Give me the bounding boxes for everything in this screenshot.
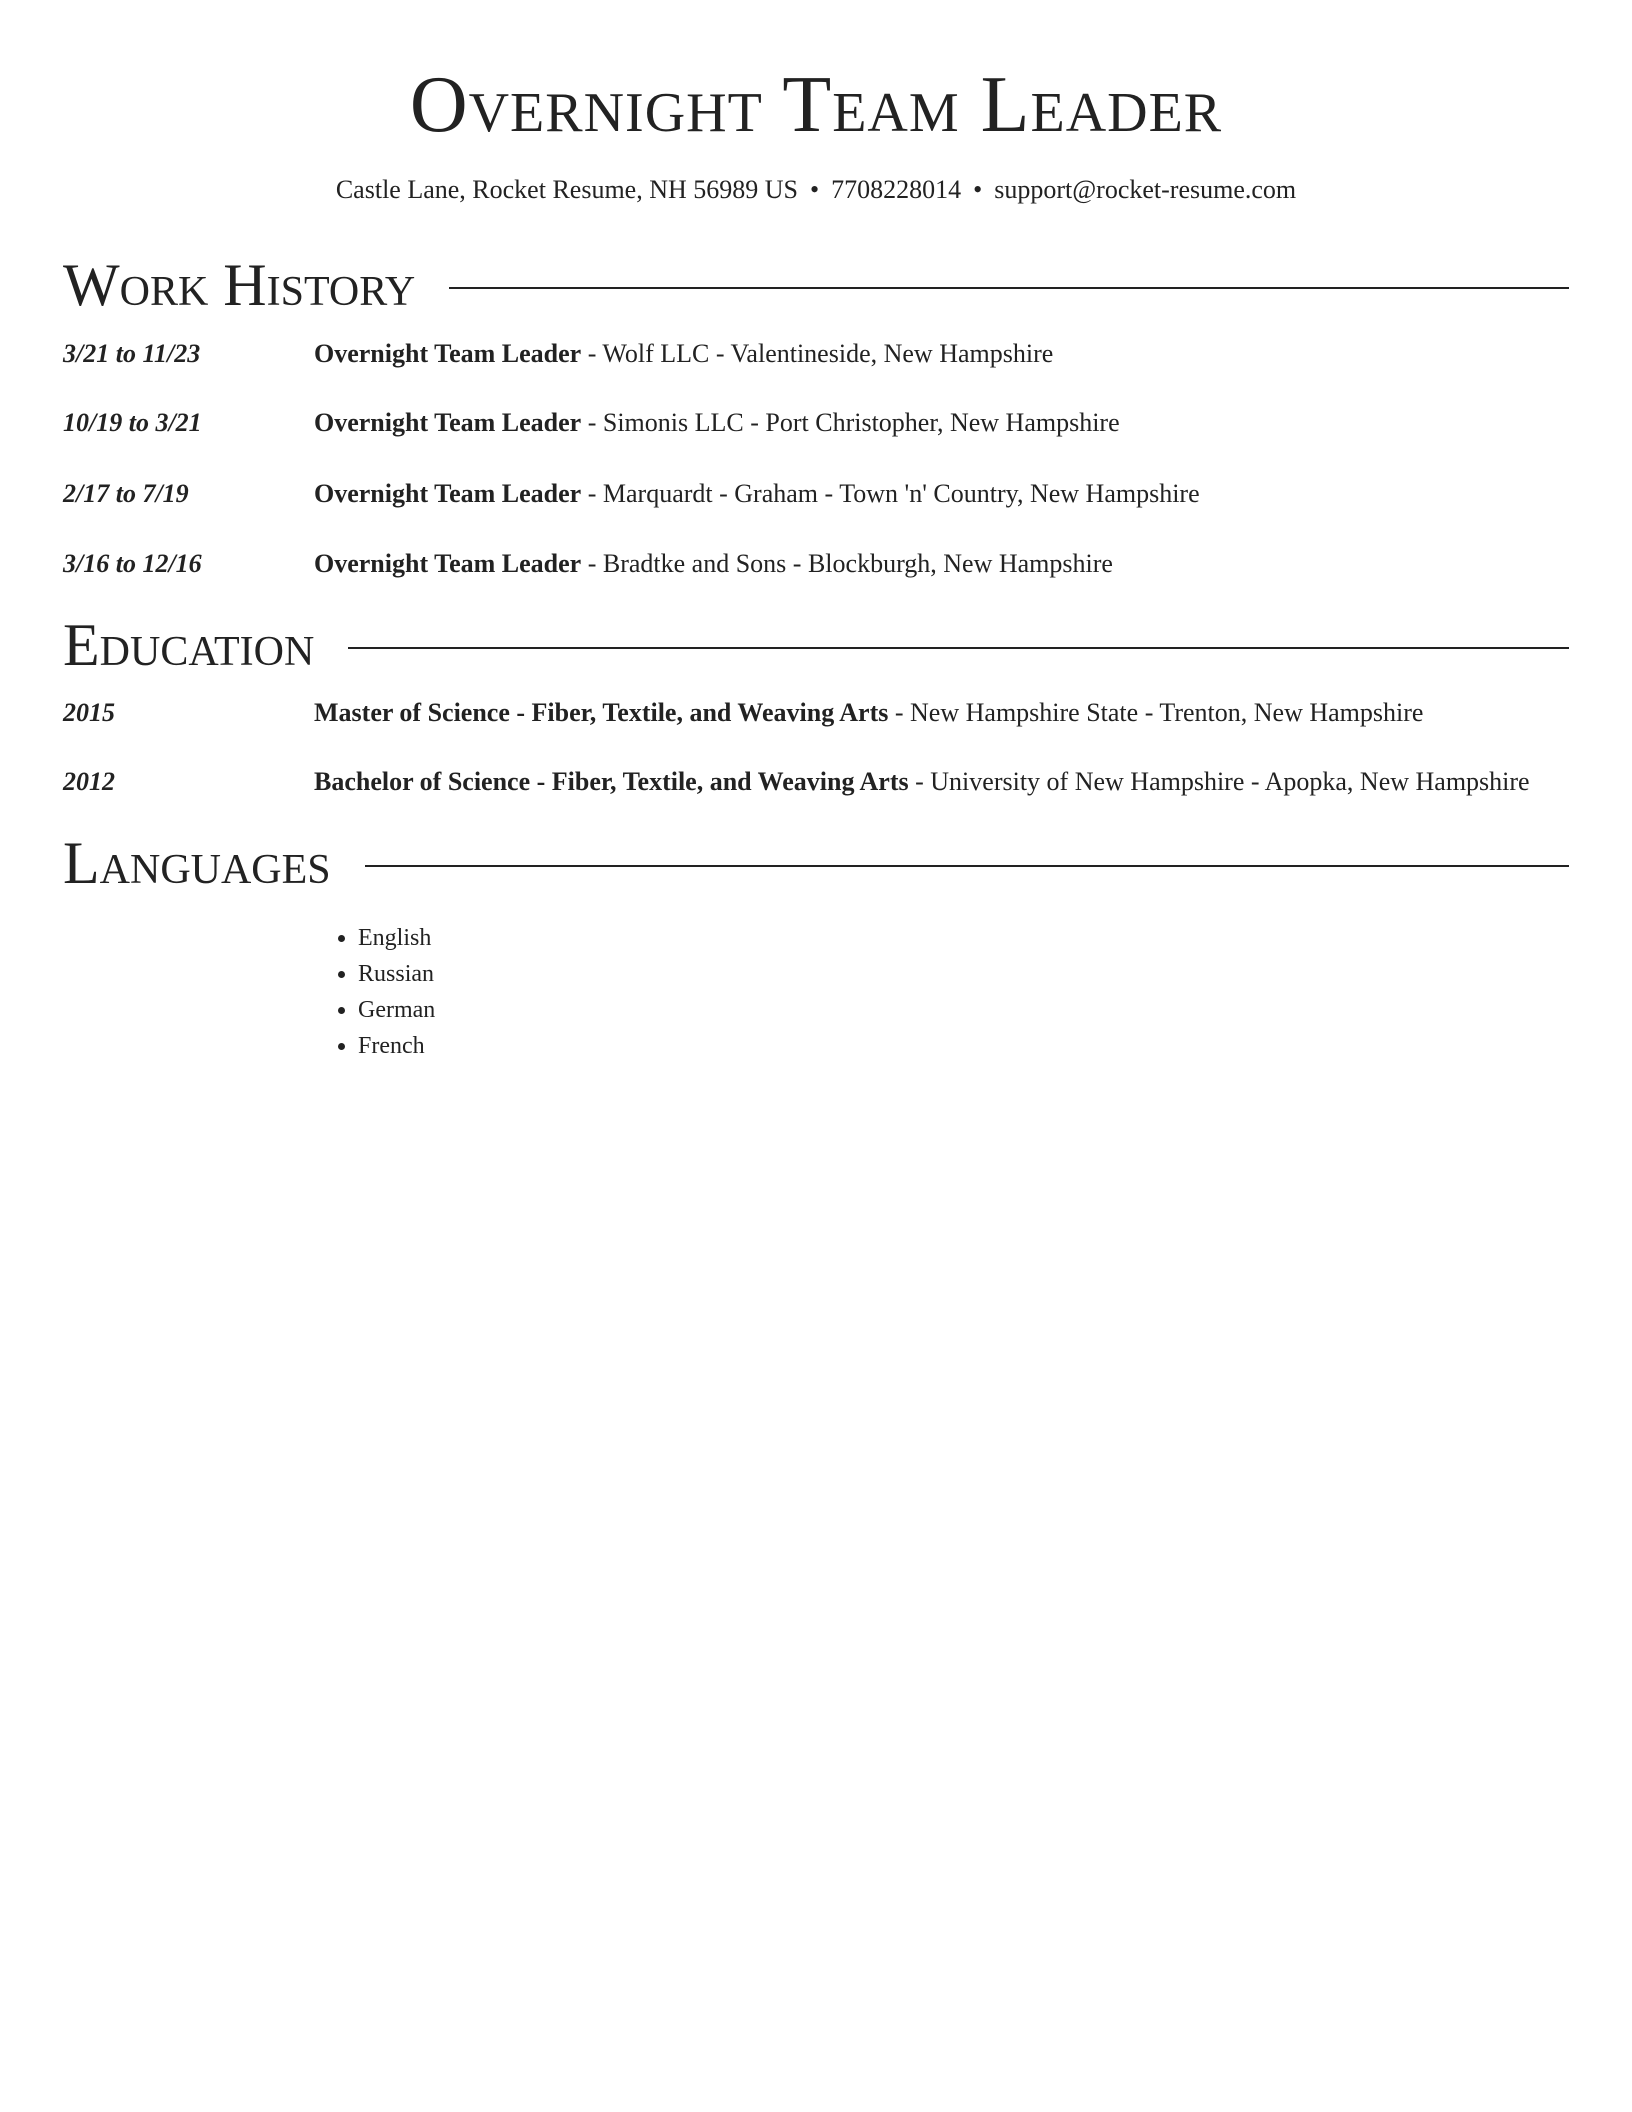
education-year: 2015 (63, 698, 115, 727)
education-details: - New Hampshire State - Trenton, New Hampshire (888, 698, 1424, 727)
language-item: • German (358, 992, 435, 1028)
work-description (314, 407, 1120, 439)
contact-email: support@rocket-resume.com (994, 175, 1297, 204)
work-dates: 10/19 to 3/21 (63, 408, 202, 437)
language-item: • English (358, 920, 435, 956)
languages-header (63, 830, 1569, 896)
work-description (314, 548, 1113, 580)
work-dates: 3/21 to 11/23 (63, 339, 201, 368)
contact-line (0, 174, 1632, 206)
section-divider (365, 865, 1569, 867)
language-item: • Russian (358, 956, 435, 992)
work-dates: 3/16 to 12/16 (63, 549, 202, 578)
work-history-header (63, 252, 1569, 318)
education-degree: Bachelor of Science - Fiber, Textile, and Weaving Arts (314, 767, 909, 796)
education-description (314, 766, 1530, 798)
work-details: - Bradtke and Sons - Blockburgh, New Hampshire (581, 549, 1113, 578)
education-header (63, 612, 1569, 678)
work-description (314, 478, 1200, 510)
work-details: - Marquardt - Graham - Town 'n' Country, New Hampshire (581, 479, 1200, 508)
work-title: Overnight Team Leader (314, 549, 582, 578)
contact-phone: 7708228014 (831, 175, 962, 204)
work-dates: 2/17 to 7/19 (63, 479, 189, 508)
resume-title: Overnight Team Leader (409, 61, 1223, 149)
education-degree: Master of Science - Fiber, Textile, and Weaving Arts (314, 698, 889, 727)
work-title: Overnight Team Leader (314, 479, 582, 508)
contact-separator: • (973, 175, 983, 204)
contact-separator: • (810, 175, 820, 204)
section-divider (348, 647, 1569, 649)
education-details: - University of New Hampshire - Apopka, New Hampshire (908, 767, 1530, 796)
work-title: Overnight Team Leader (314, 408, 582, 437)
work-details: - Wolf LLC - Valentineside, New Hampshire (581, 339, 1054, 368)
work-title: Overnight Team Leader (314, 339, 582, 368)
languages-list (314, 920, 435, 1064)
section-divider (449, 287, 1569, 289)
contact-address: Castle Lane, Rocket Resume, NH 56989 US (335, 175, 798, 204)
work-description (314, 338, 1053, 370)
education-year: 2012 (63, 767, 115, 796)
education-description (314, 697, 1423, 729)
work-history-heading: Work History (63, 252, 416, 318)
education-heading: Education (63, 612, 315, 678)
languages-heading: Languages (63, 830, 331, 896)
work-details: - Simonis LLC - Port Christopher, New Hampshire (581, 408, 1120, 437)
language-item: • French (358, 1028, 435, 1064)
